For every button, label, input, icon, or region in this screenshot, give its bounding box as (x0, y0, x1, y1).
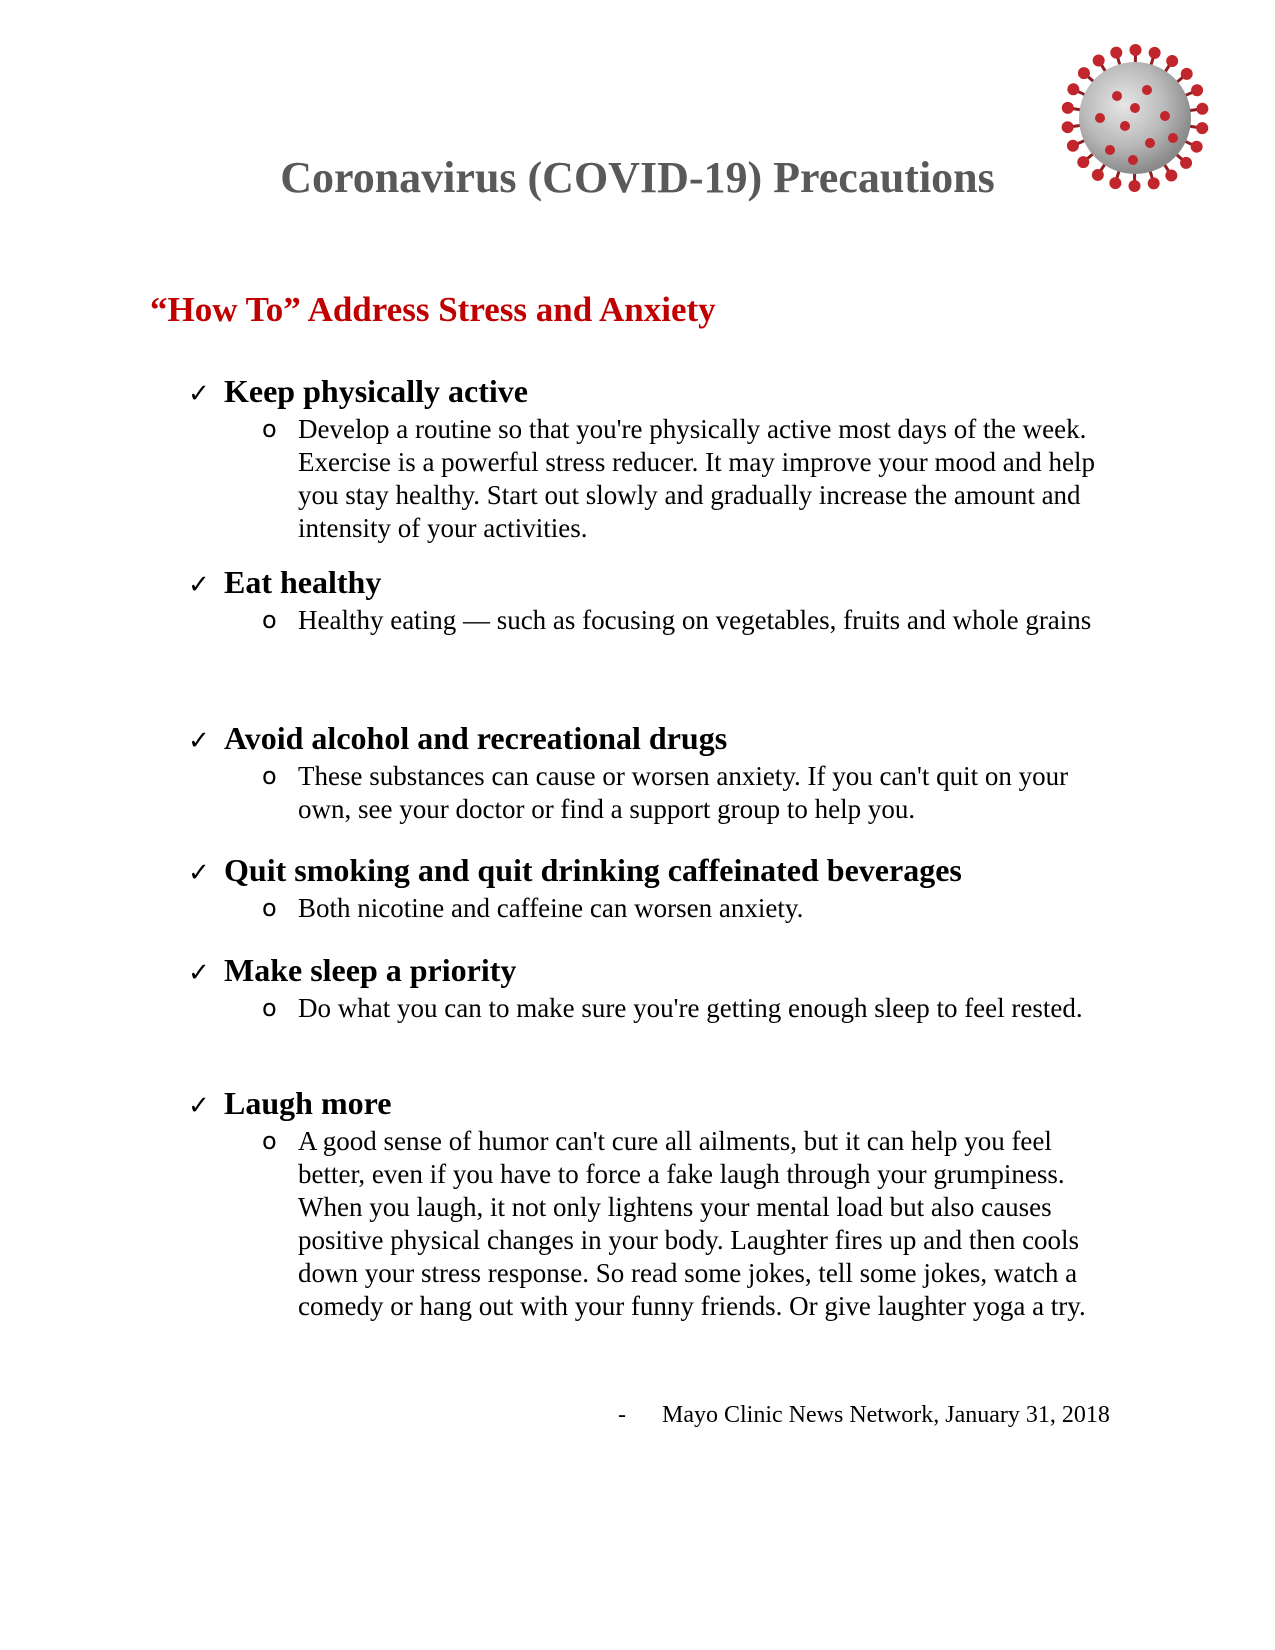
tip-heading (188, 372, 1128, 413)
tip-section (188, 372, 1128, 545)
hollow-circle-bullet-icon: o (262, 994, 277, 1022)
check-icon: ✓ (188, 1091, 210, 1121)
source-citation (618, 1400, 1110, 1430)
hollow-circle-bullet-icon: o (262, 415, 277, 443)
tip-section (188, 563, 1128, 637)
tip-heading (188, 851, 1128, 892)
check-icon: ✓ (188, 379, 210, 409)
check-icon: ✓ (188, 958, 210, 988)
tip-bullet-text: Develop a routine so that you're physically active most days of the week. Exercise is a powerful stress reducer. It may improve your mood and help you stay healthy. Start out slowly and gradually increase the amount and intensity of your activities. (298, 414, 1096, 543)
tip-bullet-text: Both nicotine and caffeine can worsen anxiety. (298, 893, 804, 923)
tip-heading-text: Avoid alcohol and recreational drugs (224, 720, 728, 756)
citation-text: Mayo Clinic News Network, January 31, 2018 (662, 1402, 1110, 1428)
tip-bullet (262, 760, 1128, 826)
tip-heading-text: Quit smoking and quit drinking caffeinated beverages (224, 852, 962, 888)
tip-bullet-text: Healthy eating — such as focusing on vegetables, fruits and whole grains (298, 605, 1092, 635)
check-icon: ✓ (188, 726, 210, 756)
tip-heading-text: Laugh more (224, 1085, 392, 1121)
check-icon: ✓ (188, 858, 210, 888)
section-subtitle: “How To” Address Stress and Anxiety (150, 290, 716, 329)
hollow-circle-bullet-icon: o (262, 606, 277, 634)
tip-bullet (262, 892, 1128, 925)
tip-bullet-text: Do what you can to make sure you're getting enough sleep to feel rested. (298, 993, 1083, 1023)
tip-heading-text: Eat healthy (224, 564, 382, 600)
tip-heading (188, 719, 1128, 760)
tip-bullet (262, 992, 1128, 1025)
tip-heading (188, 951, 1128, 992)
tip-section (188, 719, 1128, 826)
tip-bullet (262, 1125, 1128, 1323)
citation-dash: - (618, 1402, 626, 1428)
page-title: Coronavirus (COVID-19) Precautions (280, 153, 995, 202)
tip-section (188, 951, 1128, 1025)
tip-heading-text: Make sleep a priority (224, 952, 517, 988)
tip-bullet (262, 413, 1128, 545)
tip-section (188, 851, 1128, 925)
tip-bullet-text: These substances can cause or worsen anxiety. If you can't quit on your own, see your doctor or find a support group to help you. (298, 761, 1069, 824)
tip-heading (188, 1084, 1128, 1125)
tip-heading (188, 563, 1128, 604)
tip-bullet-text: A good sense of humor can't cure all ailments, but it can help you feel better, even if you have to force a fake laugh through your grumpiness. When you laugh, it not only lightens your mental load but also causes positive physical changes in your body. Laughter fires up and then cools down your stress response. So read some jokes, tell some jokes, watch a comedy or hang out with your funny friends. Or give laughter yoga a try. (298, 1126, 1086, 1321)
tip-heading-text: Keep physically active (224, 373, 528, 409)
hollow-circle-bullet-icon: o (262, 1127, 277, 1155)
tip-bullet (262, 604, 1128, 637)
hollow-circle-bullet-icon: o (262, 762, 277, 790)
check-icon: ✓ (188, 570, 210, 600)
tip-section (188, 1084, 1128, 1323)
hollow-circle-bullet-icon: o (262, 894, 277, 922)
